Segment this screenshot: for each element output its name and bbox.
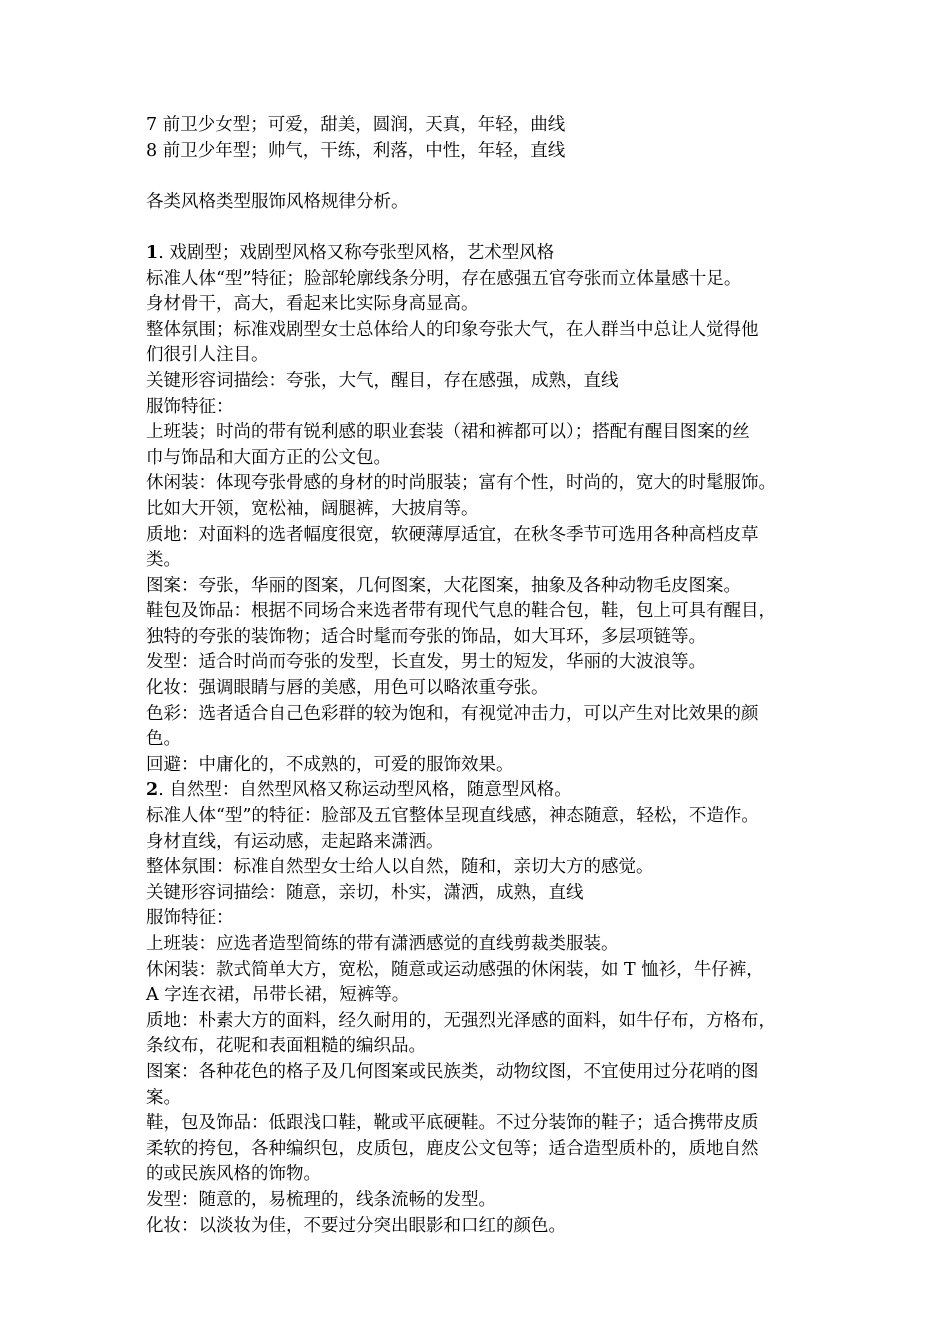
paragraph-line: 整体氛围：标准自然型女士给人以自然，随和，亲切大方的感觉。 bbox=[146, 857, 654, 878]
paragraph-line: 化妆：强调眼睛与唇的美感，用色可以略浓重夸张。 bbox=[146, 678, 549, 699]
paragraph-line: 类。 bbox=[146, 550, 181, 571]
section-number: 2 bbox=[146, 780, 159, 801]
paragraph-line: 身材直线，有运动感，走起路来潇洒。 bbox=[146, 831, 444, 852]
paragraph-line: 比如大开领，宽松袖，阔腿裤，大披肩等。 bbox=[146, 498, 479, 519]
paragraph-line: 色彩：选者适合自己色彩群的较为饱和，有视觉冲击力，可以产生对比效果的颜 bbox=[146, 703, 759, 724]
paragraph-line: 色。 bbox=[146, 729, 181, 750]
section-heading-text: . 戏剧型；戏剧型风格又称夸张型风格，艺术型风格 bbox=[158, 242, 555, 263]
type-list-item: 7 前卫少女型；可爱，甜美，圆润，天真，年轻，曲线 bbox=[146, 115, 566, 135]
section-heading bbox=[146, 241, 816, 267]
type-list-item: 8 前卫少年型；帅气，干练，利落，中性，年轻，直线 bbox=[146, 140, 566, 161]
paragraph-line: 巾与饰品和大面方正的公文包。 bbox=[146, 447, 391, 468]
paragraph-line: 休闲装：款式简单大方，宽松，随意或运动感强的休闲装，如 T 恤衫，牛仔裤， bbox=[146, 959, 764, 980]
paragraph-line: 发型：随意的，易梳理的，线条流畅的发型。 bbox=[146, 1189, 496, 1210]
paragraph-line: 身材骨干，高大，看起来比实际身高显高。 bbox=[146, 294, 479, 315]
paragraph-line: 标准人体“型”的特征：脸部及五官整体呈现直线感，神态随意，轻松，不造作。 bbox=[146, 806, 759, 827]
paragraph-line: 化妆：以淡妆为佳，不要过分突出眼影和口红的颜色。 bbox=[146, 1215, 566, 1236]
paragraph-line: 休闲装：体现夸张骨感的身材的时尚服装；富有个性，时尚的，宽大的时髦服饰。 bbox=[146, 473, 776, 494]
spacer bbox=[146, 215, 816, 241]
paragraph-line: 服饰特征： bbox=[146, 396, 234, 417]
section-heading bbox=[146, 778, 816, 804]
paragraph-line: 鞋包及饰品：根据不同场合来选者带有现代气息的鞋合包，鞋，包上可具有醒目， bbox=[146, 601, 776, 622]
paragraph-line: 鞋，包及饰品：低跟浅口鞋，靴或平底硬鞋。不过分装饰的鞋子；适合携带皮质 bbox=[146, 1113, 759, 1134]
paragraph-line: 的或民族风格的饰物。 bbox=[146, 1164, 321, 1185]
paragraph-line: 关键形容词描绘：随意，亲切，朴实，潇洒，成熟，直线 bbox=[146, 882, 584, 903]
paragraph-line: 关键形容词描绘：夸张，大气，醒目，存在感强，成熟，直线 bbox=[146, 370, 619, 391]
paragraph-line: 整体氛围；标准戏剧型女士总体给人的印象夸张大气，在人群当中总让人觉得他 bbox=[146, 319, 759, 340]
paragraph-line: 图案：各种花色的格子及几何图案或民族类，动物纹图，不宜使用过分花哨的图 bbox=[146, 1061, 759, 1082]
section-heading-text: . 自然型：自然型风格又称运动型风格，随意型风格。 bbox=[158, 780, 572, 801]
paragraph-line: A 字连衣裙，吊带长裙，短裤等。 bbox=[146, 985, 410, 1006]
intro-text: 各类风格类型服饰风格规律分析。 bbox=[146, 191, 409, 212]
paragraph-line: 图案：夸张，华丽的图案，几何图案，大花图案，抽象及各种动物毛皮图案。 bbox=[146, 575, 741, 596]
paragraph-line: 质地：对面料的选者幅度很宽，软硬薄厚适宜，在秋冬季节可选用各种高档皮草 bbox=[146, 524, 759, 545]
document-body bbox=[146, 113, 816, 1239]
paragraph-line: 们很引人注目。 bbox=[146, 345, 269, 366]
paragraph-line: 服饰特征： bbox=[146, 908, 234, 929]
paragraph-line: 标准人体“型”特征；脸部轮廓线条分明，存在感强五官夸张而立体量感十足。 bbox=[146, 268, 742, 289]
paragraph-line: 上班装：应选者造型简练的带有潇洒感觉的直线剪裁类服装。 bbox=[146, 934, 619, 954]
paragraph-line: 柔软的挎包，各种编织包，皮质包，鹿皮公文包等；适合造型质朴的，质地自然 bbox=[146, 1138, 759, 1159]
paragraph-line: 案。 bbox=[146, 1087, 181, 1108]
paragraph-line: 条纹布，花呢和表面粗糙的编织品。 bbox=[146, 1036, 426, 1057]
paragraph-line: 回避：中庸化的，不成熟的，可爱的服饰效果。 bbox=[146, 754, 514, 775]
paragraph-line: 独特的夸张的装饰物；适合时髦而夸张的饰品，如大耳环，多层项链等。 bbox=[146, 626, 706, 647]
spacer bbox=[146, 164, 816, 190]
section-number: 1 bbox=[146, 242, 159, 263]
paragraph-line: 上班装；时尚的带有锐利感的职业套装（裙和裤都可以）；搭配有醒目图案的丝 bbox=[146, 422, 750, 443]
paragraph-line: 质地：朴素大方的面料，经久耐用的，无强烈光泽感的面料，如牛仔布，方格布， bbox=[146, 1010, 776, 1031]
paragraph-line: 发型：适合时尚而夸张的发型，长直发，男士的短发，华丽的大波浪等。 bbox=[146, 652, 706, 673]
